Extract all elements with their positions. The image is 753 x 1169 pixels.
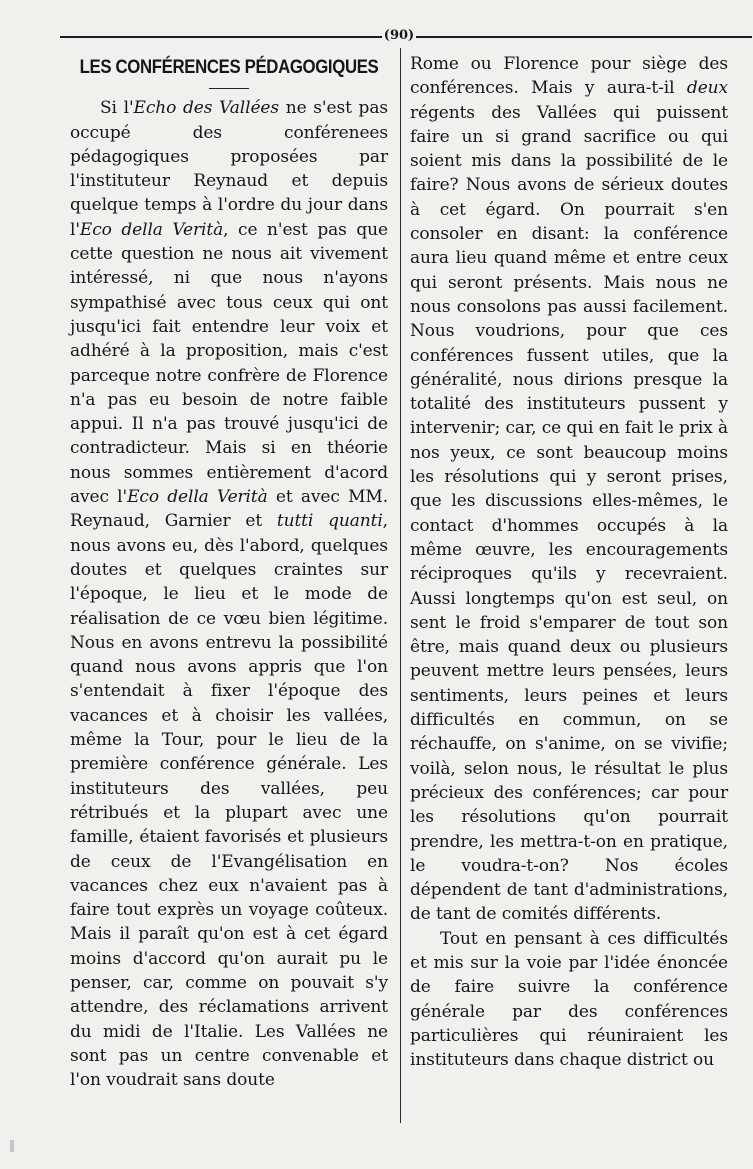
paper-speck <box>10 1140 14 1152</box>
text-run: Rome ou Florence pour siège des conférences. Mais y aura-t-il <box>410 54 728 99</box>
header-rule-left <box>60 36 382 38</box>
text-run: Tout en pensant à ces difficultés et mis sur la voie par l'idée énoncée de faire suivre la conférence générale par des conférences particulières qui réuniraient les instituteurs dans chaque district ou <box>410 928 728 1071</box>
italic-run: Eco della Verità <box>79 219 224 240</box>
title-rule <box>209 88 249 89</box>
right-paragraph-continued <box>410 52 728 927</box>
italic-run: tutti quanti <box>276 511 383 532</box>
italic-run: Eco della Verità <box>127 487 268 508</box>
article-title: LES CONFÉRENCES PÉDAGOGIQUES <box>79 56 379 78</box>
text-run: , nous avons eu, dès l'abord, quelques doutes et quelques craintes sur l'époque, le lieu et le mode de réalisation de ce vœu bien légitime. Nous en avons entrevu la possibilité quand nous avons appris que l'on s'entendait à fixer l'époque des vacances et à choisir les vallées, même la Tour, pour le lieu de la première conférence générale. Les instituteurs des vallées, peu rétribués et la plupart avec une famille, étaient favorisés et plusieurs de ceux de l'Evangélisation en vacances chez eux n'avaient pas à faire tout exprès un voyage coûteux. Mais il paraît qu'on est à cet égard moins d'accord qu'on aurait pu le penser, car, comme on pouvait s'y attendre, des réclamations arrivent du midi de l'Italie. Les Vallées ne sont pas un centre convenable et l'on voudrait sans doute <box>70 511 388 1091</box>
text-run: ne s'est pas occupé des conférenees pédagogiques proposées par l'instituteur Reynaud et depuis quelque temps à l'ordre du jour dans l' <box>70 98 388 240</box>
column-divider <box>400 48 401 1123</box>
italic-run: deux <box>686 78 728 99</box>
right-paragraph <box>410 927 728 1073</box>
text-run: régents des Vallées qui puissent faire un si grand sacrifice ou qui soient mis dans la possibilité de le faire? Nous avons de sérieux doutes à cet égard. On pourrait s'en consoler en disant: la conférence aura lieu quand même et entre ceux qui seront présents. Mais nous ne nous consolons pas aussi facilement. Nous voudrions, pour que ces conférences fussent utiles, que la généralité, nous dirions presque la totalité des instituteurs pussent y intervenir; car, ce qui en fait le prix à nos yeux, ce sont beaucoup moins les résolutions qui y seront prises, que les discussions elles-mêmes, le contact d'hommes occupés à la même œuvre, les encouragements réciproques qu'ils y recevraient. Aussi longtemps qu'on est seul, on sent le froid s'emparer de tout son être, mais quand deux ou plusieurs peuvent mettre leurs pensées, leurs sentiments, leurs peines et leurs difficultés en commun, on se réchauffe, on s'anime, on se vivifie; voilà, selon nous, le résultat le plus précieux des conférences; car pour les résolutions qu'on pourrait prendre, les mettra-t-on en pratique, le voudra-t-on? Nos écoles dépendent de tant d'administrations, de tant de comités différents. <box>410 102 728 925</box>
italic-run: Echo des Vallées <box>133 98 279 119</box>
right-column <box>410 52 728 1072</box>
page-number: (90) <box>383 28 415 43</box>
text-run: Si l' <box>100 98 134 119</box>
header-rule-right <box>416 36 752 38</box>
text-run: , ce n'est pas que cette question ne nous ait vivement intéressé, ni que nous n'ayons sympathisé avec tous ceux qui ont jusqu'ici fait entendre leur voix et adhéré à la proposition, mais c'est parceque notre confrère de Florence n'a pas eu besoin de notre faible appui. Il n'a pas trouvé jusqu'ici de contradicteur. Mais si en théorie nous sommes entièrement d'acord avec l' <box>70 219 388 508</box>
left-paragraph <box>70 96 388 1092</box>
text-run: et avec MM. Reynaud, Garnier et <box>70 487 388 532</box>
left-column <box>70 52 388 1092</box>
